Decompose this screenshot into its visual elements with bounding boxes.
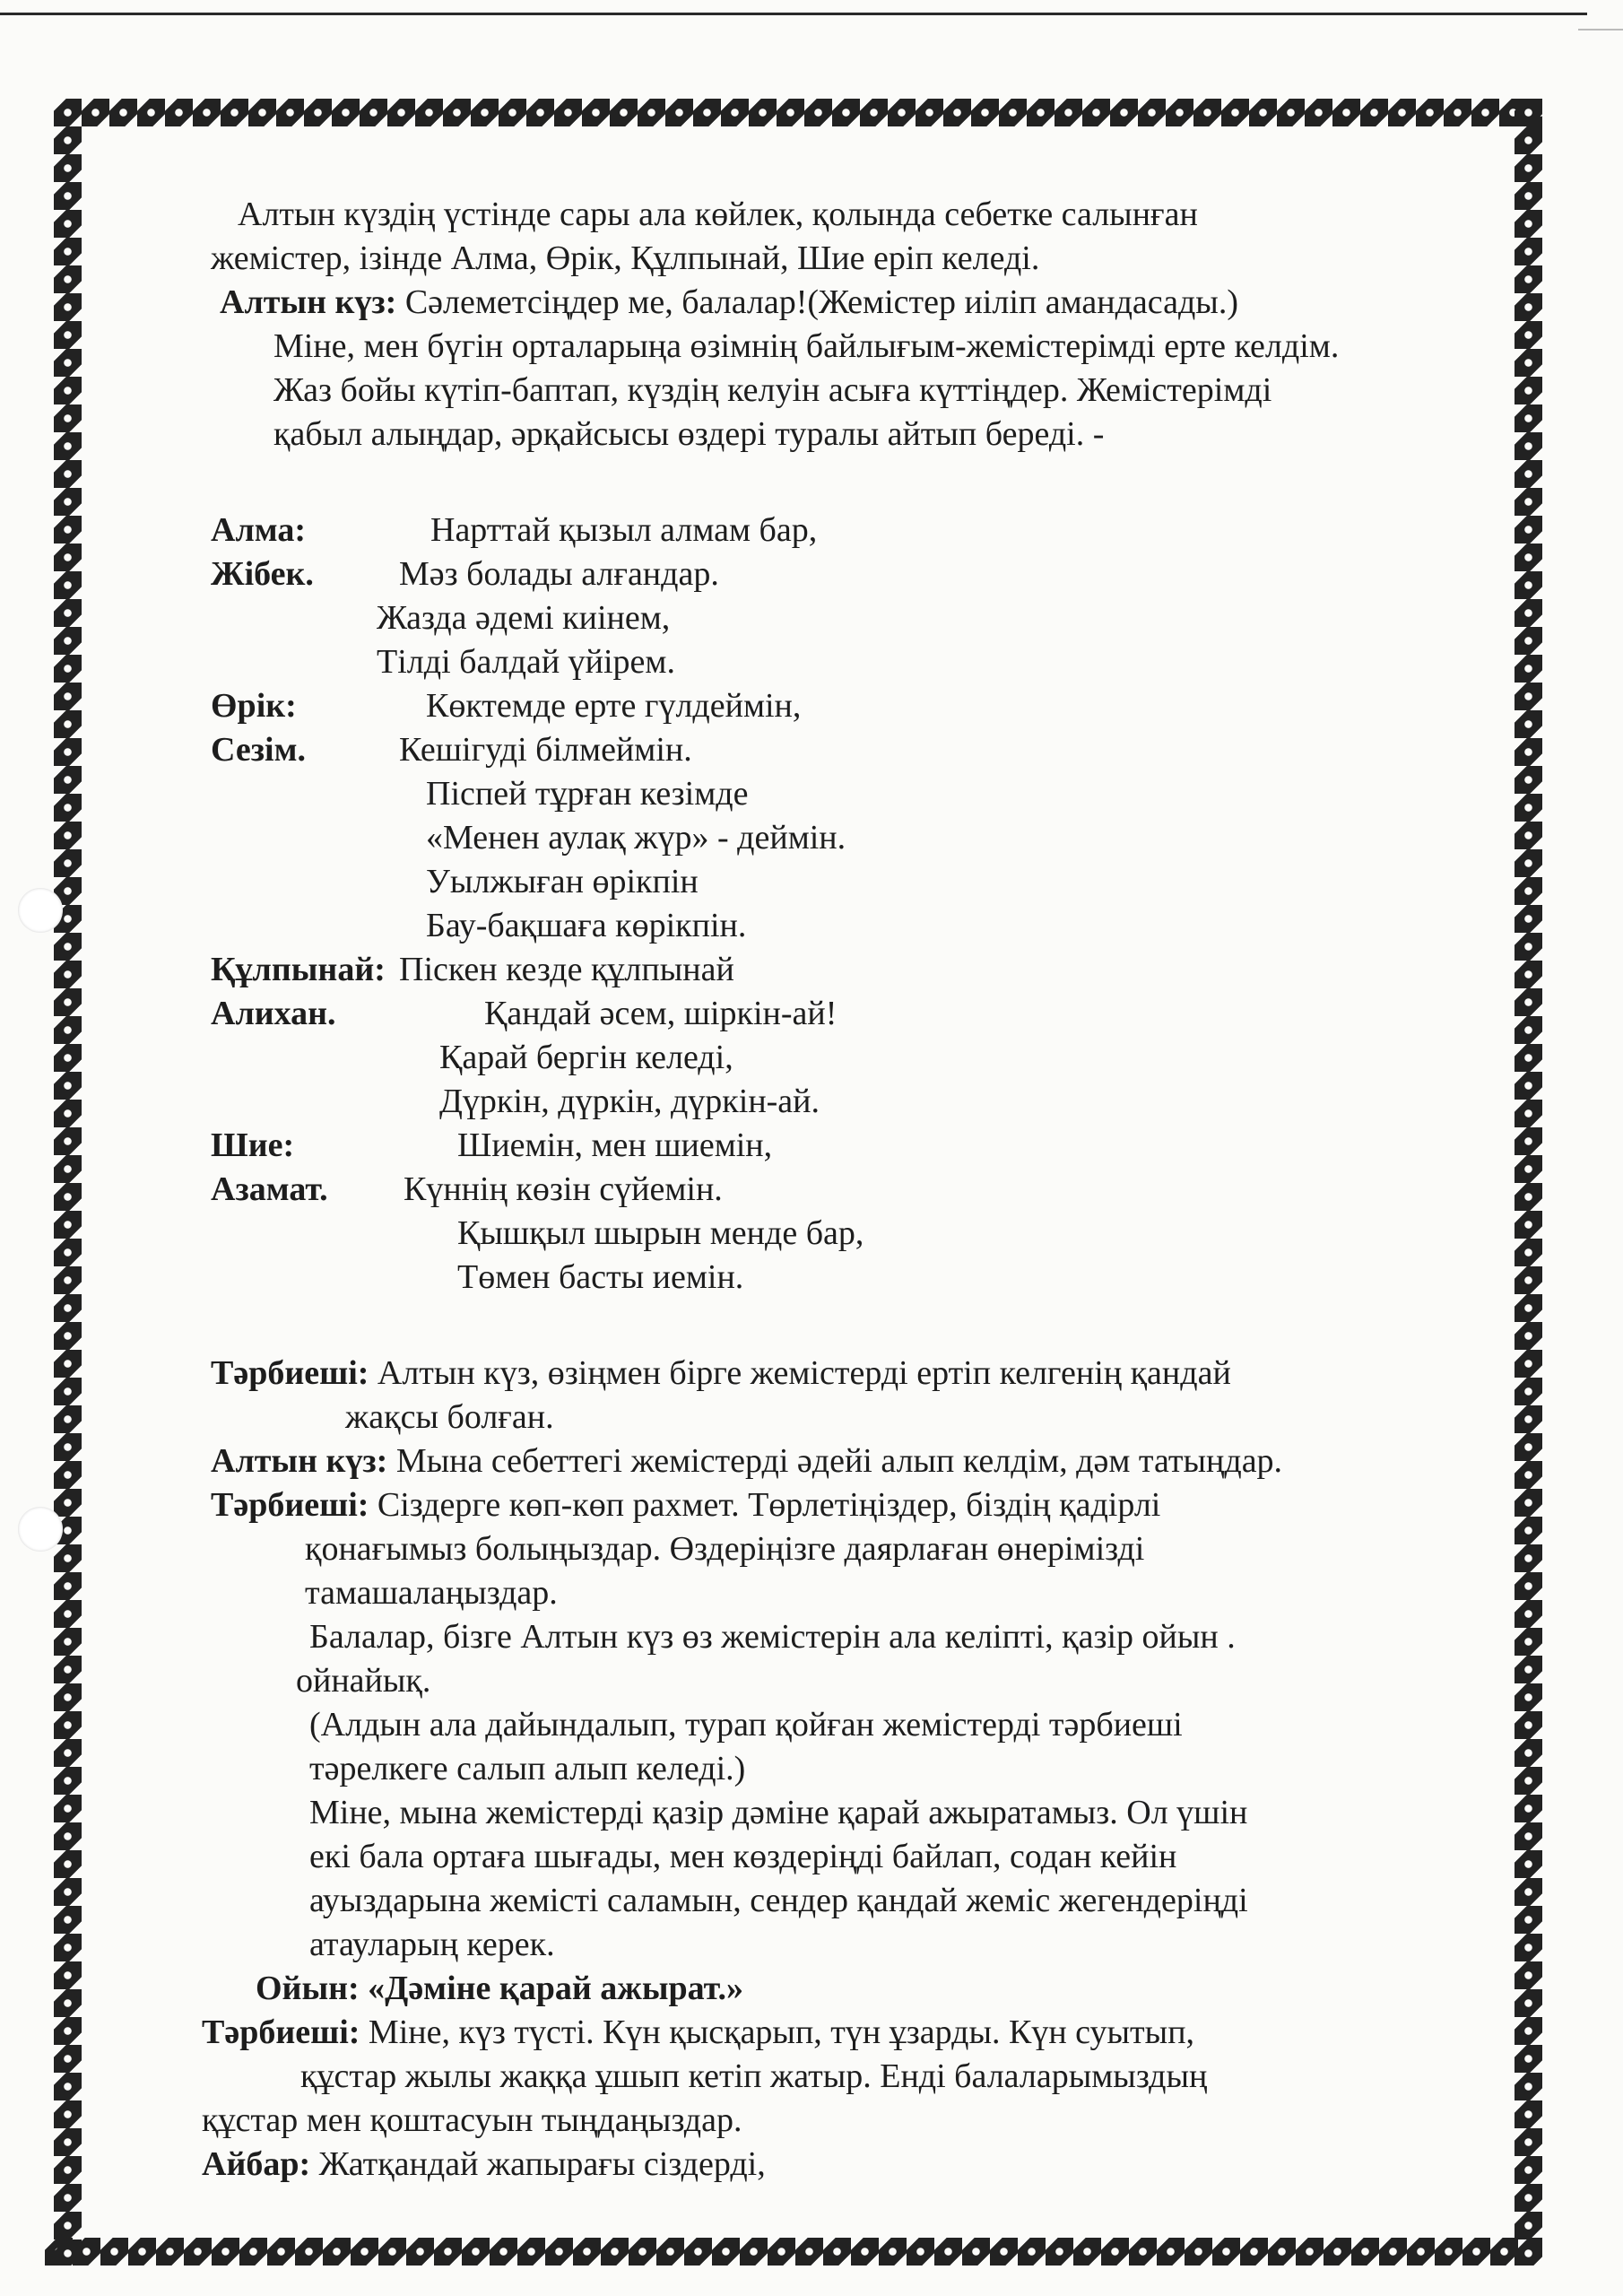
speaker-label [211, 904, 372, 948]
poem-text: Нарттай қызыл алмам бар, [430, 511, 818, 549]
poem-line [211, 860, 1484, 904]
teacher2-line-1 [211, 1483, 1484, 1527]
autumn-greeting [211, 281, 1484, 325]
poem-line [211, 640, 1484, 684]
teacher2-line-4: Балалар, бізге Алтын күз өз жемістерін ала келіпті, қазір ойын . [309, 1618, 1236, 1656]
dialog-text: Міне, күз түсті. Күн қысқарып, түн ұзарды. Күн суытып, [360, 2013, 1195, 2051]
teacher2-line-11: атауларың керек. [309, 1926, 555, 1963]
speaker-label: Шие: [211, 1126, 295, 1164]
speaker-label: Сезім. [211, 731, 306, 769]
speaker-label [211, 860, 372, 904]
poem-line [211, 728, 1484, 772]
teacher2-line-2: қонағымыз болыңыздар. Өздеріңізге даярлаған өнерімізді [305, 1530, 1145, 1568]
teacher2-line-10: ауыздарына жемісті саламын, сендер қандай жеміс жегендеріңді [309, 1882, 1248, 1919]
speaker-label [211, 1256, 372, 1300]
teacher2-line-7: тәрелкеге салып алып келеді.) [309, 1750, 746, 1787]
poem-text: Төмен басты иемін. [457, 1258, 744, 1296]
poem-text: Кешігуді білмеймін. [399, 731, 692, 769]
poem-line [211, 772, 1484, 816]
poem-text: Көктемде ерте гүлдеймін, [426, 687, 802, 725]
poem-line [211, 992, 1484, 1036]
teacher-line-2: жақсы болған. [345, 1398, 554, 1436]
poem-line [211, 948, 1484, 992]
teacher2-line-8: Міне, мына жемістерді қазір дәміне қарай ажыратамыз. Ол үшін [309, 1794, 1248, 1831]
poem-text: Қандай әсем, шіркін-ай! [484, 995, 838, 1032]
dialog-text: Мына себеттегі жемістерді әдейі алып келдім, дәм татыңдар. [387, 1442, 1283, 1480]
poem-line [211, 596, 1484, 640]
poem-line [211, 816, 1484, 860]
aibar-line-1 [202, 2143, 1484, 2187]
speaker-label: Өрік: [211, 687, 297, 725]
poem-line [211, 1036, 1484, 1080]
spacer [211, 457, 1484, 509]
autumn-line-3: Жаз бойы күтіп-баптап, күздің келуін асыға күттіңдер. Жемістерімді [273, 371, 1272, 409]
poem-line [211, 552, 1484, 596]
speaker-label [211, 816, 372, 860]
dialog-text: Жатқандай жапырағы сіздерді, [310, 2145, 766, 2183]
teacher3-line-1 [202, 2011, 1484, 2055]
dialog-text: Алтын күз, өзіңмен бірге жемістерді ертіп келгенің қандай [369, 1354, 1231, 1392]
game-title: Ойын: «Дәміне қарай ажырат.» [256, 1970, 743, 2007]
poem-text: Мәз болады алғандар. [399, 555, 719, 593]
teacher2-line-5: ойнайық. [296, 1662, 431, 1700]
speaker-label: Алма: [211, 511, 307, 549]
ornamental-border-bottom [45, 2238, 1542, 2266]
teacher3-line-2: құстар жылы жаққа ұшып кетіп жатыр. Енді балаларымыздың [300, 2057, 1208, 2095]
speaker-label: Алихан. [211, 995, 336, 1032]
poem-text: Дүркін, дүркін, дүркін-ай. [439, 1083, 820, 1120]
speaker-label: Тәрбиеші: [211, 1354, 369, 1392]
speaker-label: Азамат. [211, 1170, 328, 1208]
speaker-label: Айбар: [202, 2145, 311, 2183]
poem-text: Қарай бергін келеді, [439, 1039, 733, 1076]
poem-text: Тілді балдай үйірем. [377, 643, 675, 681]
poem-line [211, 1080, 1484, 1124]
speaker-label: Жібек. [211, 555, 314, 593]
poem-text: Бау-бақшаға көрікпін. [426, 907, 747, 944]
intro-line-2: жемістер, ізінде Алма, Өрік, Құлпынай, Шие еріп келеді. [211, 239, 1040, 277]
spacer [211, 1300, 1484, 1352]
speaker-label [211, 1036, 372, 1080]
poem-text: Піспей тұрған кезімде [426, 775, 749, 813]
intro-line-1: Алтын күздің үстінде сары ала көйлек, қолында себетке салынған [238, 196, 1198, 233]
poem-text: Шиемін, мен шиемін, [457, 1126, 773, 1164]
scan-edge-line-gray [1578, 29, 1623, 30]
punch-hole-lower [18, 1507, 63, 1552]
poem-line [211, 1256, 1484, 1300]
poem-block [211, 509, 1484, 1300]
dialog-text: Сіздерге көп-көп рахмет. Төрлетіңіздер, біздің қадірлі [369, 1486, 1161, 1524]
poem-text: Қышқыл шырын менде бар, [457, 1214, 864, 1252]
ornamental-border-top [54, 99, 1542, 126]
poem-line [211, 1212, 1484, 1256]
poem-text: Піскен кезде құлпынай [399, 951, 734, 988]
teacher3-line-3: құстар мен қоштасуын тыңдаңыздар. [202, 2101, 742, 2139]
scan-edge-line [0, 13, 1587, 15]
speaker-label [211, 596, 372, 640]
poem-line [211, 1124, 1484, 1168]
punch-hole-upper [18, 888, 63, 933]
speaker-label: Алтын күз: [211, 1442, 388, 1480]
speaker-label: Құлпынай: [211, 951, 386, 988]
autumn-offer [211, 1439, 1484, 1483]
poem-text: Уылжыған өрікпін [426, 863, 699, 900]
autumn-line-2: Міне, мен бүгін орталарыңа өзімнің байлығым-жемістерімді ерте келдім. [273, 327, 1340, 365]
ornamental-border-right [1515, 99, 1542, 2266]
document-body [202, 193, 1484, 2187]
speaker-label [211, 1080, 372, 1124]
speaker-label [211, 772, 372, 816]
teacher-line-1 [211, 1352, 1484, 1396]
ornamental-border-left [54, 99, 82, 2266]
poem-text: Күннің көзін сүйемін. [404, 1170, 723, 1208]
poem-line [211, 684, 1484, 728]
poem-line [211, 904, 1484, 948]
speaker-label: Тәрбиеші: [211, 1486, 369, 1524]
poem-line [211, 509, 1484, 552]
dialog-text: Сәлеметсіңдер ме, балалар!(Жемістер иіліп амандасады.) [396, 283, 1238, 321]
autumn-line-4: қабыл алыңдар, әрқайсысы өздері туралы айтып береді. - [273, 415, 1105, 453]
speaker-label: Алтын күз: [220, 283, 397, 321]
speaker-label [211, 640, 372, 684]
teacher2-line-6: (Алдын ала дайындалып, турап қойған жемістерді тәрбиеші [309, 1706, 1183, 1744]
speaker-label [211, 1212, 372, 1256]
speaker-label: Тәрбиеші: [202, 2013, 360, 2051]
poem-text: Жазда әдемі киінем, [377, 599, 671, 637]
teacher2-line-3: тамашалаңыздар. [305, 1574, 558, 1612]
poem-line [211, 1168, 1484, 1212]
poem-text: «Менен аулақ жүр» - деймін. [426, 819, 846, 857]
teacher2-line-9: екі бала ортаға шығады, мен көздеріңді байлап, содан кейін [309, 1838, 1177, 1875]
